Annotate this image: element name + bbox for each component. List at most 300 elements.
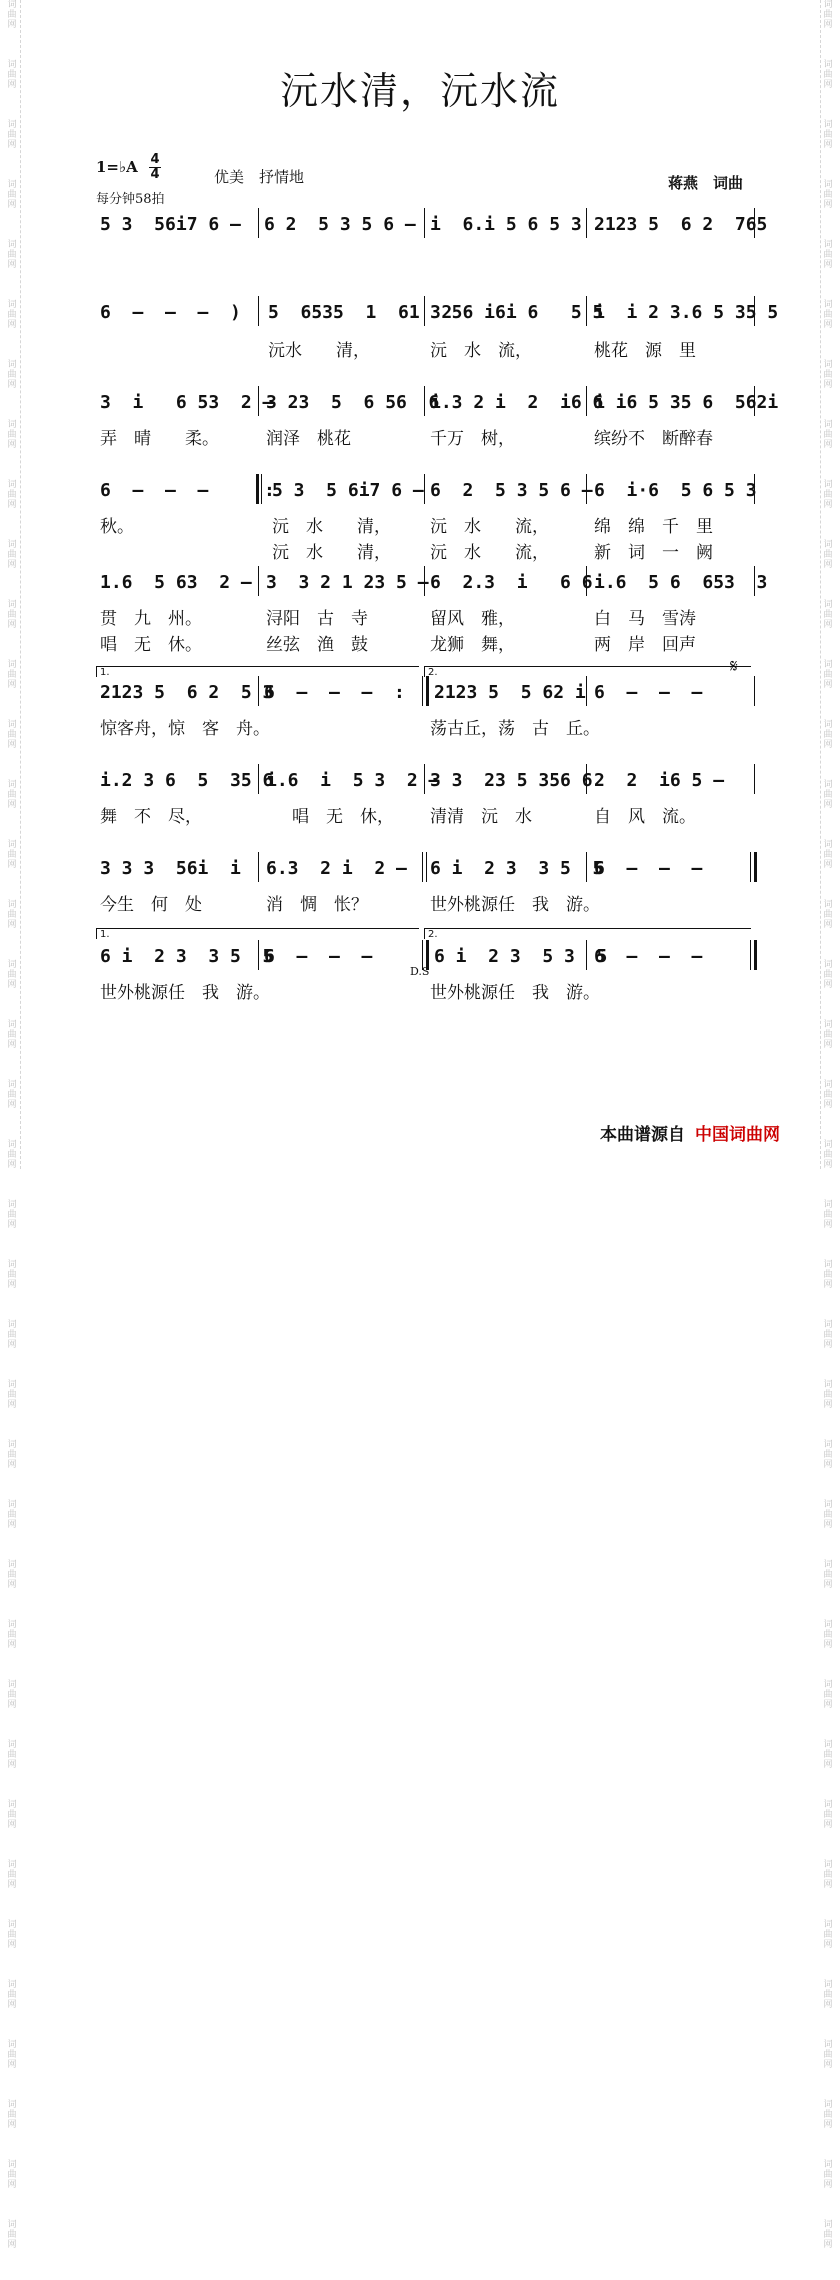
watermark-char: 词 xyxy=(823,2100,833,2110)
tempo-marking: 每分钟58拍 xyxy=(96,192,165,207)
right-watermark-strip xyxy=(820,0,836,2250)
watermark-char: 词 xyxy=(7,1500,17,1510)
watermark-char: 曲 xyxy=(823,250,833,260)
measure: 6 – – – ) xyxy=(100,302,241,323)
watermark-char: 网 xyxy=(7,740,17,750)
watermark-char: 词 xyxy=(823,2160,833,2170)
watermark-char: 曲 xyxy=(7,1330,17,1340)
watermark-char: 网 xyxy=(7,1520,17,1530)
measure: 6 2 5 3 5 6 – xyxy=(430,480,593,501)
volta-1-label: 1. xyxy=(100,929,110,940)
watermark-char: 网 xyxy=(823,1400,833,1410)
measure: 6 i 2 3 3 5 5 xyxy=(430,858,604,879)
watermark-char: 曲 xyxy=(823,10,833,20)
lyric: 千万 树， xyxy=(430,429,515,449)
watermark-char: 曲 xyxy=(823,1450,833,1460)
watermark-char: 网 xyxy=(7,1760,17,1770)
watermark-char: 曲 xyxy=(823,730,833,740)
watermark-char: 曲 xyxy=(7,1150,17,1160)
watermark-char: 曲 xyxy=(823,1210,833,1220)
measure: 6 – – – xyxy=(594,858,703,879)
watermark-char: 曲 xyxy=(7,1030,17,1040)
watermark-char: 词 xyxy=(823,2040,833,2050)
lyric: 沅水 清， xyxy=(268,341,370,361)
watermark-char: 网 xyxy=(823,800,833,810)
watermark-char: 网 xyxy=(7,2180,17,2190)
watermark-char: 网 xyxy=(823,320,833,330)
watermark-char: 网 xyxy=(7,1640,17,1650)
lyrics-row-2 xyxy=(96,336,756,361)
lyric: 留风 雅， xyxy=(430,609,515,629)
watermark-char: 曲 xyxy=(7,1210,17,1220)
watermark-char: 网 xyxy=(823,1460,833,1470)
score-row-3 xyxy=(96,392,779,416)
watermark-char: 曲 xyxy=(7,1750,17,1760)
watermark-char: 词 xyxy=(823,1140,833,1150)
volta-2-bracket xyxy=(424,666,751,677)
watermark-char: 词 xyxy=(7,2160,17,2170)
watermark-char: 曲 xyxy=(7,790,17,800)
time-signature xyxy=(148,153,162,182)
watermark-char: 网 xyxy=(823,20,833,30)
lyric: 龙狮 舞， xyxy=(430,635,515,655)
watermark-char: 网 xyxy=(7,2120,17,2130)
score-row-7 xyxy=(96,770,756,794)
key-signature: 1=♭A xyxy=(96,158,138,176)
watermark-char: 网 xyxy=(823,140,833,150)
watermark-char: 词 xyxy=(823,1080,833,1090)
watermark-char: 曲 xyxy=(7,70,17,80)
measure: 2 2 i6 5 – xyxy=(594,770,725,791)
lyric: 消 惆 怅？ xyxy=(266,895,368,915)
watermark-char: 网 xyxy=(823,2180,833,2190)
watermark-char: 词 xyxy=(7,660,17,670)
lyrics-row-7 xyxy=(96,802,756,827)
source-link[interactable]: 中国词曲网 xyxy=(695,1125,780,1145)
watermark-char: 词 xyxy=(823,420,833,430)
score-row-4 xyxy=(96,480,756,504)
watermark-char: 网 xyxy=(7,620,17,630)
watermark-char: 词 xyxy=(823,1740,833,1750)
watermark-char: 网 xyxy=(7,1940,17,1950)
watermark-char: 网 xyxy=(823,1640,833,1650)
right-border-line xyxy=(820,0,821,1169)
watermark-char: 曲 xyxy=(823,1330,833,1340)
source-footer xyxy=(600,1120,780,1145)
watermark-char: 网 xyxy=(823,860,833,870)
lyrics-row-8 xyxy=(96,890,756,915)
score-row-2 xyxy=(96,302,779,326)
watermark-char: 词 xyxy=(7,60,17,70)
watermark-char: 网 xyxy=(823,1040,833,1050)
watermark-char: 词 xyxy=(7,360,17,370)
watermark-char: 网 xyxy=(7,1460,17,1470)
watermark-char: 词 xyxy=(7,1680,17,1690)
lyric: 沅 水 清， xyxy=(272,517,391,537)
lyric: 润泽 桃花 xyxy=(266,429,351,449)
watermark-char: 网 xyxy=(823,1700,833,1710)
watermark-char: 曲 xyxy=(7,1390,17,1400)
watermark-char: 词 xyxy=(823,120,833,130)
watermark-char: 词 xyxy=(823,720,833,730)
watermark-char: 网 xyxy=(823,440,833,450)
lyric: 清清 沅 水 xyxy=(430,807,532,827)
measure: 2123 5 6 2 765 xyxy=(594,214,768,235)
watermark-char: 曲 xyxy=(823,1270,833,1280)
lyric: 世外桃源任 我 游。 xyxy=(100,983,270,1003)
watermark-char: 网 xyxy=(823,620,833,630)
volta-1-label: 1. xyxy=(100,667,110,678)
watermark-char: 曲 xyxy=(7,2170,17,2180)
watermark-char: 词 xyxy=(823,540,833,550)
watermark-char: 词 xyxy=(7,1140,17,1150)
watermark-char: 词 xyxy=(823,2220,833,2230)
measure: 1.6 5 63 2 – xyxy=(100,572,252,593)
lyrics-row-6 xyxy=(96,714,756,739)
watermark-char: 网 xyxy=(823,1220,833,1230)
watermark-char: 词 xyxy=(823,1920,833,1930)
watermark-char: 曲 xyxy=(823,1990,833,2000)
watermark-char: 网 xyxy=(7,260,17,270)
measure: 6 – – – : xyxy=(264,682,405,703)
lyric: 新 词 一 阙 xyxy=(594,543,713,563)
watermark-char: 词 xyxy=(7,720,17,730)
watermark-char: 网 xyxy=(7,440,17,450)
watermark-char: 词 xyxy=(823,1680,833,1690)
watermark-char: 曲 xyxy=(823,2110,833,2120)
watermark-char: 网 xyxy=(7,200,17,210)
measure: 5 6535 1 61 2 xyxy=(268,302,453,323)
watermark-char: 词 xyxy=(823,1620,833,1630)
watermark-char: 曲 xyxy=(7,1510,17,1520)
watermark-char: 词 xyxy=(7,1320,17,1330)
watermark-char: 词 xyxy=(823,1980,833,1990)
watermark-char: 词 xyxy=(7,420,17,430)
measure: i i6 5 35 6 562i xyxy=(594,392,779,413)
watermark-char: 网 xyxy=(7,680,17,690)
watermark-char: 曲 xyxy=(7,1570,17,1580)
watermark-char: 网 xyxy=(823,2000,833,2010)
lyric: 今生 何 处 xyxy=(100,895,202,915)
watermark-char: 网 xyxy=(7,980,17,990)
watermark-char: 词 xyxy=(823,1860,833,1870)
measure: 2123 5 6 2 5 3 xyxy=(100,682,274,703)
lyric: 沅 水 流， xyxy=(430,517,549,537)
lyric: 秋。 xyxy=(100,517,134,537)
watermark-char: 词 xyxy=(7,1620,17,1630)
watermark-char: 曲 xyxy=(823,2050,833,2060)
watermark-char: 网 xyxy=(823,1820,833,1830)
watermark-char: 词 xyxy=(7,1860,17,1870)
watermark-char: 词 xyxy=(7,1380,17,1390)
measure: 3 3 2 1 23 5 – xyxy=(266,572,429,593)
dal-segno-mark: D.S xyxy=(410,965,430,978)
watermark-char: 网 xyxy=(823,1280,833,1290)
watermark-char: 曲 xyxy=(823,2170,833,2180)
lyric: 丝弦 渔 鼓 xyxy=(266,635,368,655)
watermark-char: 曲 xyxy=(7,730,17,740)
time-signature-top: 4 xyxy=(150,152,160,167)
watermark-char: 词 xyxy=(823,840,833,850)
watermark-char: 曲 xyxy=(823,490,833,500)
watermark-char: 曲 xyxy=(823,910,833,920)
watermark-char: 曲 xyxy=(7,130,17,140)
watermark-char: 曲 xyxy=(7,1450,17,1460)
watermark-char: 曲 xyxy=(7,310,17,320)
watermark-char: 词 xyxy=(7,1980,17,1990)
watermark-char: 网 xyxy=(823,560,833,570)
watermark-char: 网 xyxy=(7,1580,17,1590)
score-row-6 xyxy=(96,682,756,706)
lyric: 弄 晴 柔。 xyxy=(100,429,219,449)
watermark-char: 曲 xyxy=(7,430,17,440)
time-signature-bottom: 4 xyxy=(150,167,160,182)
watermark-char: 网 xyxy=(7,1700,17,1710)
measure: 6 i 2 3 5 3 5 xyxy=(434,946,608,967)
lyric: 沅 水 流， xyxy=(430,543,549,563)
watermark-char: 词 xyxy=(823,480,833,490)
watermark-char: 词 xyxy=(7,300,17,310)
watermark-char: 网 xyxy=(7,1160,17,1170)
watermark-char: 网 xyxy=(7,1220,17,1230)
measure: i i 2 3.6 5 35 5 xyxy=(594,302,779,323)
watermark-char: 词 xyxy=(7,240,17,250)
volta-2-label: 2. xyxy=(428,929,438,940)
score-row-5 xyxy=(96,572,768,596)
watermark-char: 词 xyxy=(823,660,833,670)
watermark-char: 曲 xyxy=(823,1510,833,1520)
watermark-char: 曲 xyxy=(7,1690,17,1700)
lyric: 自 风 流。 xyxy=(594,807,696,827)
lyric: 白 马 雪涛 xyxy=(594,609,696,629)
watermark-char: 词 xyxy=(823,360,833,370)
measure: 6 2.3 i 6 6 xyxy=(430,572,593,593)
watermark-char: 词 xyxy=(823,60,833,70)
measure: 2123 5 5 62 i xyxy=(434,682,586,703)
watermark-char: 曲 xyxy=(823,1870,833,1880)
watermark-char: 词 xyxy=(7,840,17,850)
watermark-char: 曲 xyxy=(823,1570,833,1580)
watermark-char: 网 xyxy=(823,1340,833,1350)
lyrics-row-9 xyxy=(96,978,756,1003)
volta-2-bracket xyxy=(424,928,751,939)
watermark-char: 网 xyxy=(823,920,833,930)
volta-1-bracket xyxy=(96,928,419,939)
watermark-char: 曲 xyxy=(7,1630,17,1640)
watermark-char: 网 xyxy=(7,1040,17,1050)
watermark-char: 曲 xyxy=(823,850,833,860)
watermark-char: 网 xyxy=(823,1580,833,1590)
watermark-char: 词 xyxy=(7,2100,17,2110)
watermark-char: 网 xyxy=(7,860,17,870)
watermark-char: 曲 xyxy=(7,1930,17,1940)
watermark-char: 曲 xyxy=(823,370,833,380)
watermark-char: 网 xyxy=(7,20,17,30)
watermark-char: 网 xyxy=(7,1100,17,1110)
watermark-char: 网 xyxy=(823,1520,833,1530)
watermark-char: 词 xyxy=(823,600,833,610)
watermark-char: 词 xyxy=(823,180,833,190)
watermark-char: 曲 xyxy=(7,1090,17,1100)
watermark-char: 词 xyxy=(7,900,17,910)
lyrics-row-5-verse-2 xyxy=(96,630,756,655)
watermark-char: 网 xyxy=(823,1760,833,1770)
watermark-char: 曲 xyxy=(7,1870,17,1880)
watermark-char: 网 xyxy=(823,2120,833,2130)
watermark-char: 词 xyxy=(823,1200,833,1210)
watermark-char: 词 xyxy=(7,1440,17,1450)
watermark-char: 曲 xyxy=(823,70,833,80)
author-credit: 蒋燕 词曲 xyxy=(668,174,744,192)
segno-sign: 𝄋 xyxy=(730,656,738,677)
watermark-char: 词 xyxy=(823,1320,833,1330)
watermark-char: 词 xyxy=(7,1740,17,1750)
watermark-char: 词 xyxy=(823,240,833,250)
measure: 6 – – – xyxy=(100,480,209,501)
watermark-char: 曲 xyxy=(823,190,833,200)
lyric: 贯 九 州。 xyxy=(100,609,202,629)
watermark-char: 词 xyxy=(7,1020,17,1030)
watermark-char: 网 xyxy=(823,1160,833,1170)
watermark-char: 曲 xyxy=(7,850,17,860)
measure: 3 i 6 53 2 – xyxy=(100,392,274,413)
watermark-char: 网 xyxy=(7,2000,17,2010)
watermark-char: 词 xyxy=(823,1560,833,1570)
watermark-char: 词 xyxy=(7,180,17,190)
lyric: 两 岸 回声 xyxy=(594,635,696,655)
watermark-char: 曲 xyxy=(823,670,833,680)
watermark-char: 网 xyxy=(7,380,17,390)
watermark-char: 曲 xyxy=(823,1810,833,1820)
watermark-char: 词 xyxy=(7,960,17,970)
watermark-char: 曲 xyxy=(7,370,17,380)
watermark-char: 词 xyxy=(823,780,833,790)
watermark-char: 网 xyxy=(7,560,17,570)
watermark-char: 曲 xyxy=(823,1630,833,1640)
watermark-char: 网 xyxy=(823,380,833,390)
watermark-char: 曲 xyxy=(7,610,17,620)
watermark-char: 曲 xyxy=(7,1270,17,1280)
watermark-char: 网 xyxy=(7,1340,17,1350)
watermark-char: 曲 xyxy=(823,430,833,440)
measure: 3 3 3 56i i xyxy=(100,858,241,879)
watermark-char: 词 xyxy=(7,1200,17,1210)
repeat-start: : xyxy=(264,480,275,501)
lyric: 缤纷不 断醉春 xyxy=(594,429,713,449)
watermark-char: 词 xyxy=(823,300,833,310)
lyric: 沅 水 清， xyxy=(272,543,391,563)
watermark-char: 词 xyxy=(823,1380,833,1390)
watermark-char: 网 xyxy=(7,140,17,150)
watermark-char: 网 xyxy=(7,80,17,90)
watermark-char: 曲 xyxy=(823,1390,833,1400)
watermark-char: 曲 xyxy=(823,790,833,800)
watermark-char: 曲 xyxy=(823,1150,833,1160)
measure: i.2 3 6 5 35 6 xyxy=(100,770,274,791)
watermark-char: 词 xyxy=(7,480,17,490)
watermark-char: 曲 xyxy=(7,970,17,980)
watermark-char: 曲 xyxy=(7,2230,17,2240)
watermark-char: 曲 xyxy=(823,2230,833,2240)
watermark-char: 曲 xyxy=(7,490,17,500)
lyric: 世外桃源任 我 游。 xyxy=(430,983,600,1003)
watermark-char: 曲 xyxy=(823,1750,833,1760)
watermark-char: 词 xyxy=(7,1080,17,1090)
watermark-char: 曲 xyxy=(7,2050,17,2060)
footer-label: 本曲谱源自 xyxy=(600,1125,685,1145)
watermark-char: 词 xyxy=(823,960,833,970)
lyric: 惊客舟，惊 客 舟。 xyxy=(100,719,270,739)
measure: 6.3 2 i 2 – xyxy=(266,858,407,879)
measure: 5 3 5 6i7 6 – xyxy=(272,480,424,501)
watermark-char: 曲 xyxy=(7,190,17,200)
watermark-char: 网 xyxy=(823,2240,833,2250)
watermark-char: 曲 xyxy=(823,550,833,560)
watermark-char: 曲 xyxy=(7,910,17,920)
watermark-char: 曲 xyxy=(823,1690,833,1700)
left-watermark-strip xyxy=(4,0,20,2250)
lyric: 浔阳 古 寺 xyxy=(266,609,368,629)
volta-2-label: 2. xyxy=(428,667,438,678)
measure: 6 – – – xyxy=(594,946,703,967)
watermark-char: 网 xyxy=(823,680,833,690)
score-row-1 xyxy=(96,214,768,238)
watermark-char: 网 xyxy=(823,260,833,270)
watermark-char: 词 xyxy=(7,1920,17,1930)
watermark-char: 曲 xyxy=(7,550,17,560)
left-border-line xyxy=(20,0,21,1169)
watermark-char: 网 xyxy=(7,2060,17,2070)
watermark-char: 网 xyxy=(7,2240,17,2250)
watermark-char: 曲 xyxy=(823,1030,833,1040)
watermark-char: 曲 xyxy=(7,670,17,680)
watermark-char: 词 xyxy=(7,1260,17,1270)
measure: 6 i·6 5 6 5 3 xyxy=(594,480,757,501)
watermark-char: 词 xyxy=(823,1440,833,1450)
watermark-char: 词 xyxy=(823,1260,833,1270)
watermark-char: 网 xyxy=(823,740,833,750)
watermark-char: 网 xyxy=(823,980,833,990)
watermark-char: 词 xyxy=(7,0,17,10)
watermark-char: 曲 xyxy=(7,10,17,20)
measure: i.6 5 6 653 3 xyxy=(594,572,768,593)
measure: 3 56 i6i 6 5 5 xyxy=(430,302,604,323)
watermark-char: 曲 xyxy=(7,250,17,260)
lyrics-row-5 xyxy=(96,604,756,629)
watermark-char: 网 xyxy=(7,920,17,930)
watermark-char: 网 xyxy=(7,1400,17,1410)
watermark-char: 网 xyxy=(823,1940,833,1950)
watermark-char: 曲 xyxy=(823,1090,833,1100)
watermark-char: 词 xyxy=(7,1800,17,1810)
measure: 6 2 5 3 5 6 – xyxy=(264,214,416,235)
measure: 6 – – – xyxy=(594,682,703,703)
lyric: 唱 无 休。 xyxy=(100,635,202,655)
lyric: 世外桃源任 我 游。 xyxy=(430,895,600,915)
watermark-char: 网 xyxy=(7,320,17,330)
watermark-char: 曲 xyxy=(7,2110,17,2120)
measure: 3 3 23 5 356 6 xyxy=(430,770,593,791)
lyric: 绵 绵 千 里 xyxy=(594,517,713,537)
watermark-char: 网 xyxy=(823,500,833,510)
watermark-char: 词 xyxy=(823,900,833,910)
lyric: 桃花 源 里 xyxy=(594,341,696,361)
watermark-char: 词 xyxy=(823,0,833,10)
watermark-char: 词 xyxy=(7,2220,17,2230)
lyrics-row-3 xyxy=(96,424,756,449)
measure: 6 i 2 3 3 5 5 xyxy=(100,946,274,967)
watermark-char: 词 xyxy=(7,1560,17,1570)
